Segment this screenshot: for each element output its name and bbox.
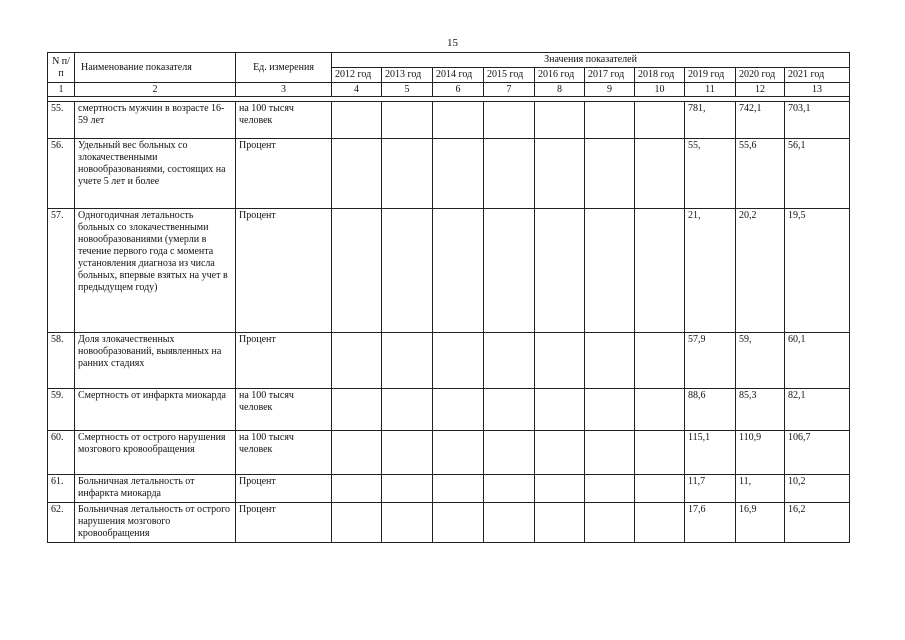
table-row [48,333,850,389]
indicator-name: Смертность от острого нарушения мозгового кровообращения [75,431,236,475]
empty-cell [484,102,535,139]
indicator-unit: на 100 тысяч человек [236,102,332,139]
empty-cell [635,139,685,209]
empty-cell [484,139,535,209]
column-number: 3 [236,83,332,97]
column-number: 10 [635,83,685,97]
indicator-unit: Процент [236,139,332,209]
empty-cell [332,475,382,503]
empty-cell [635,102,685,139]
column-number: 12 [736,83,785,97]
table-row [48,431,850,475]
column-number: 9 [585,83,635,97]
col-header-name: Наименование показателя [75,53,236,83]
value-2020: 742,1 [736,102,785,139]
indicator-name: Смертность от инфаркта миокарда [75,389,236,431]
value-2021: 106,7 [785,431,850,475]
empty-cell [382,209,433,333]
year-header: 2017 год [585,68,635,83]
empty-cell [382,333,433,389]
year-header: 2013 год [382,68,433,83]
value-2019: 781, [685,102,736,139]
empty-cell [484,431,535,475]
column-number: 13 [785,83,850,97]
empty-cell [332,333,382,389]
value-2020: 59, [736,333,785,389]
empty-cell [585,475,635,503]
empty-cell [585,431,635,475]
empty-cell [585,389,635,431]
empty-cell [635,503,685,543]
indicator-unit: Процент [236,503,332,543]
row-number: 57. [48,209,75,333]
empty-cell [585,333,635,389]
year-header: 2014 год [433,68,484,83]
empty-cell [635,333,685,389]
row-number: 56. [48,139,75,209]
empty-cell [484,333,535,389]
value-2021: 703,1 [785,102,850,139]
empty-cell [585,209,635,333]
row-number: 61. [48,475,75,503]
column-number: 5 [382,83,433,97]
table-row [48,475,850,503]
indicator-unit: Процент [236,475,332,503]
empty-cell [382,431,433,475]
indicators-body [48,102,850,543]
empty-cell [433,139,484,209]
empty-cell [635,475,685,503]
value-2020: 16,9 [736,503,785,543]
indicator-name: Больничная летальность от острого нарушения мозгового кровообращения [75,503,236,543]
column-number: 1 [48,83,75,97]
empty-cell [484,209,535,333]
indicator-unit: Процент [236,333,332,389]
indicator-unit: на 100 тысяч человек [236,389,332,431]
table-row [48,389,850,431]
row-number: 60. [48,431,75,475]
empty-cell [535,431,585,475]
empty-cell [535,503,585,543]
empty-cell [332,431,382,475]
value-2020: 110,9 [736,431,785,475]
column-number: 7 [484,83,535,97]
empty-cell [535,102,585,139]
year-header: 2015 год [484,68,535,83]
value-2020: 55,6 [736,139,785,209]
indicator-name: Доля злокачественных новообразований, выявленных на ранних стадиях [75,333,236,389]
value-2020: 11, [736,475,785,503]
column-number: 4 [332,83,382,97]
empty-cell [433,503,484,543]
row-number: 59. [48,389,75,431]
empty-cell [382,475,433,503]
value-2021: 60,1 [785,333,850,389]
empty-cell [484,503,535,543]
year-header: 2016 год [535,68,585,83]
empty-cell [635,209,685,333]
empty-cell [535,389,585,431]
indicator-name: Удельный вес больных со злокачественными новообразованиями, состоящих на учете 5 лет и более [75,139,236,209]
value-2019: 55, [685,139,736,209]
column-number: 8 [535,83,585,97]
value-2019: 17,6 [685,503,736,543]
empty-cell [382,139,433,209]
empty-cell [535,475,585,503]
empty-cell [433,431,484,475]
row-number: 55. [48,102,75,139]
value-2021: 10,2 [785,475,850,503]
year-header: 2019 год [685,68,736,83]
value-2019: 57,9 [685,333,736,389]
empty-cell [382,503,433,543]
header-row-top [48,53,850,68]
page-number: 15 [447,37,458,49]
empty-cell [382,102,433,139]
table-row [48,209,850,333]
year-header: 2021 год [785,68,850,83]
col-header-values: Значения показателей [332,53,850,68]
empty-cell [433,209,484,333]
indicator-unit: Процент [236,209,332,333]
table-row [48,139,850,209]
col-header-unit: Ед. измерения [236,53,332,83]
empty-cell [433,102,484,139]
empty-cell [484,389,535,431]
column-number: 6 [433,83,484,97]
empty-cell [332,503,382,543]
indicator-unit: на 100 тысяч человек [236,431,332,475]
empty-cell [332,389,382,431]
value-2021: 19,5 [785,209,850,333]
empty-cell [382,389,433,431]
empty-cell [433,389,484,431]
row-number: 62. [48,503,75,543]
column-number: 11 [685,83,736,97]
empty-cell [535,209,585,333]
indicator-name: смертность мужчин в возрасте 16-59 лет [75,102,236,139]
empty-cell [585,503,635,543]
column-number-row [48,83,850,97]
col-header-n: N п/п [48,53,75,83]
value-2020: 20,2 [736,209,785,333]
empty-cell [585,102,635,139]
value-2021: 16,2 [785,503,850,543]
empty-cell [585,139,635,209]
empty-cell [484,475,535,503]
empty-cell [433,333,484,389]
year-header: 2018 год [635,68,685,83]
empty-cell [433,475,484,503]
indicator-name: Одногодичная летальность больных со злокачественными новообразованиями (умерли в течение первого года с момента установления диагноза из числа больных, впервые взятых на учет в предыдущем году) [75,209,236,333]
column-number: 2 [75,83,236,97]
value-2020: 85,3 [736,389,785,431]
table-row [48,102,850,139]
value-2019: 88,6 [685,389,736,431]
year-header: 2012 год [332,68,382,83]
value-2019: 115,1 [685,431,736,475]
empty-cell [535,333,585,389]
empty-cell [332,209,382,333]
row-number: 58. [48,333,75,389]
empty-cell [635,389,685,431]
value-2019: 11,7 [685,475,736,503]
value-2021: 82,1 [785,389,850,431]
year-header: 2020 год [736,68,785,83]
value-2021: 56,1 [785,139,850,209]
empty-cell [332,139,382,209]
table-row [48,503,850,543]
value-2019: 21, [685,209,736,333]
indicator-name: Больничная летальность от инфаркта миокарда [75,475,236,503]
empty-cell [332,102,382,139]
empty-cell [535,139,585,209]
indicators-table [47,52,850,543]
empty-cell [635,431,685,475]
